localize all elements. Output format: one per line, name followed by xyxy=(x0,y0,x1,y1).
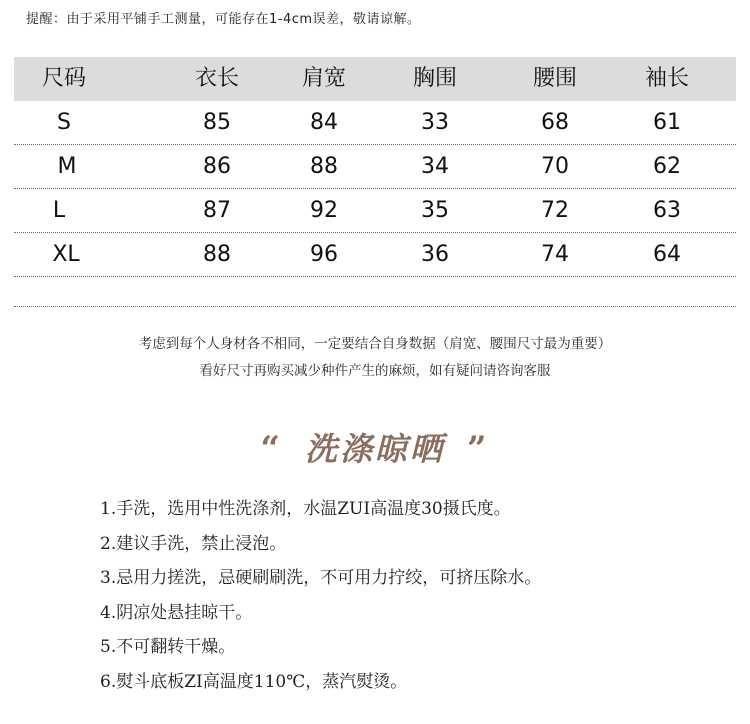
header-chest: 胸围 xyxy=(412,66,458,91)
cell-length: 87 xyxy=(203,198,231,223)
list-item: 3.忌用力搓洗，忌硬刷刷洗，不可用力拧绞，可挤压除水。 xyxy=(100,568,542,589)
cell-chest: 36 xyxy=(421,242,449,267)
list-item: 4.阴凉处悬挂晾干。 xyxy=(100,602,253,623)
header-size: 尺码 xyxy=(41,66,87,91)
cell-waist: 72 xyxy=(541,198,569,223)
cell-sleeve: 64 xyxy=(653,242,681,267)
title-close-quote: ” xyxy=(467,429,490,469)
cell-waist: 74 xyxy=(541,242,569,267)
table-row xyxy=(14,233,736,277)
header-length: 衣长 xyxy=(194,66,240,91)
fit-advice-line-2: 看好尺寸再购买减少种件产生的麻烦，如有疑问请咨询客服 xyxy=(199,363,551,379)
cell-waist: 70 xyxy=(541,154,569,179)
cell-shoulder: 96 xyxy=(310,242,338,267)
size-chart-header-row xyxy=(14,57,736,101)
cell-chest: 33 xyxy=(421,110,449,135)
care-section-title xyxy=(0,424,750,470)
cell-size: L xyxy=(52,198,66,223)
cell-size: S xyxy=(57,110,71,135)
cell-sleeve: 63 xyxy=(653,198,681,223)
list-item: 5.不可翻转干燥。 xyxy=(100,637,236,658)
table-divider xyxy=(14,306,736,307)
cell-shoulder: 92 xyxy=(310,198,338,223)
cell-size: XL xyxy=(52,242,80,267)
cell-length: 85 xyxy=(203,110,231,135)
header-sleeve: 袖长 xyxy=(644,66,690,91)
cell-chest: 35 xyxy=(421,198,449,223)
fit-advice-line-1: 考虑到每个人身材各不相同，一定要结合自身数据（肩宽、腰围尺寸最为重要） xyxy=(138,336,612,352)
cell-size: M xyxy=(57,154,77,179)
cell-length: 88 xyxy=(203,242,231,267)
cell-sleeve: 62 xyxy=(653,154,681,179)
header-shoulder: 肩宽 xyxy=(301,66,347,91)
title-open-quote: “ xyxy=(260,429,283,469)
list-item: 2.建议手洗，禁止浸泡。 xyxy=(100,533,287,554)
list-item: 6.熨斗底板ZI高温度110℃，蒸汽熨烫。 xyxy=(100,671,408,692)
table-row xyxy=(14,189,736,233)
header-waist: 腰围 xyxy=(532,66,578,91)
list-item: 1.手洗，选用中性洗涤剂，水温ZUI高温度30摄氏度。 xyxy=(100,499,511,519)
care-title-text: 洗涤晾晒 xyxy=(304,430,445,468)
cell-sleeve: 61 xyxy=(653,110,681,135)
cell-length: 86 xyxy=(203,154,231,179)
cell-waist: 68 xyxy=(541,110,569,135)
cell-chest: 34 xyxy=(421,154,449,179)
size-chart-table xyxy=(14,57,736,277)
care-instructions-list xyxy=(100,495,541,703)
cell-shoulder: 84 xyxy=(310,110,338,135)
cell-shoulder: 88 xyxy=(310,154,338,179)
table-row xyxy=(14,145,736,189)
table-row xyxy=(14,101,736,145)
measurement-notice: 提醒：由于采用平铺手工测量，可能存在1-4cm误差，敬请谅解。 xyxy=(26,12,421,27)
